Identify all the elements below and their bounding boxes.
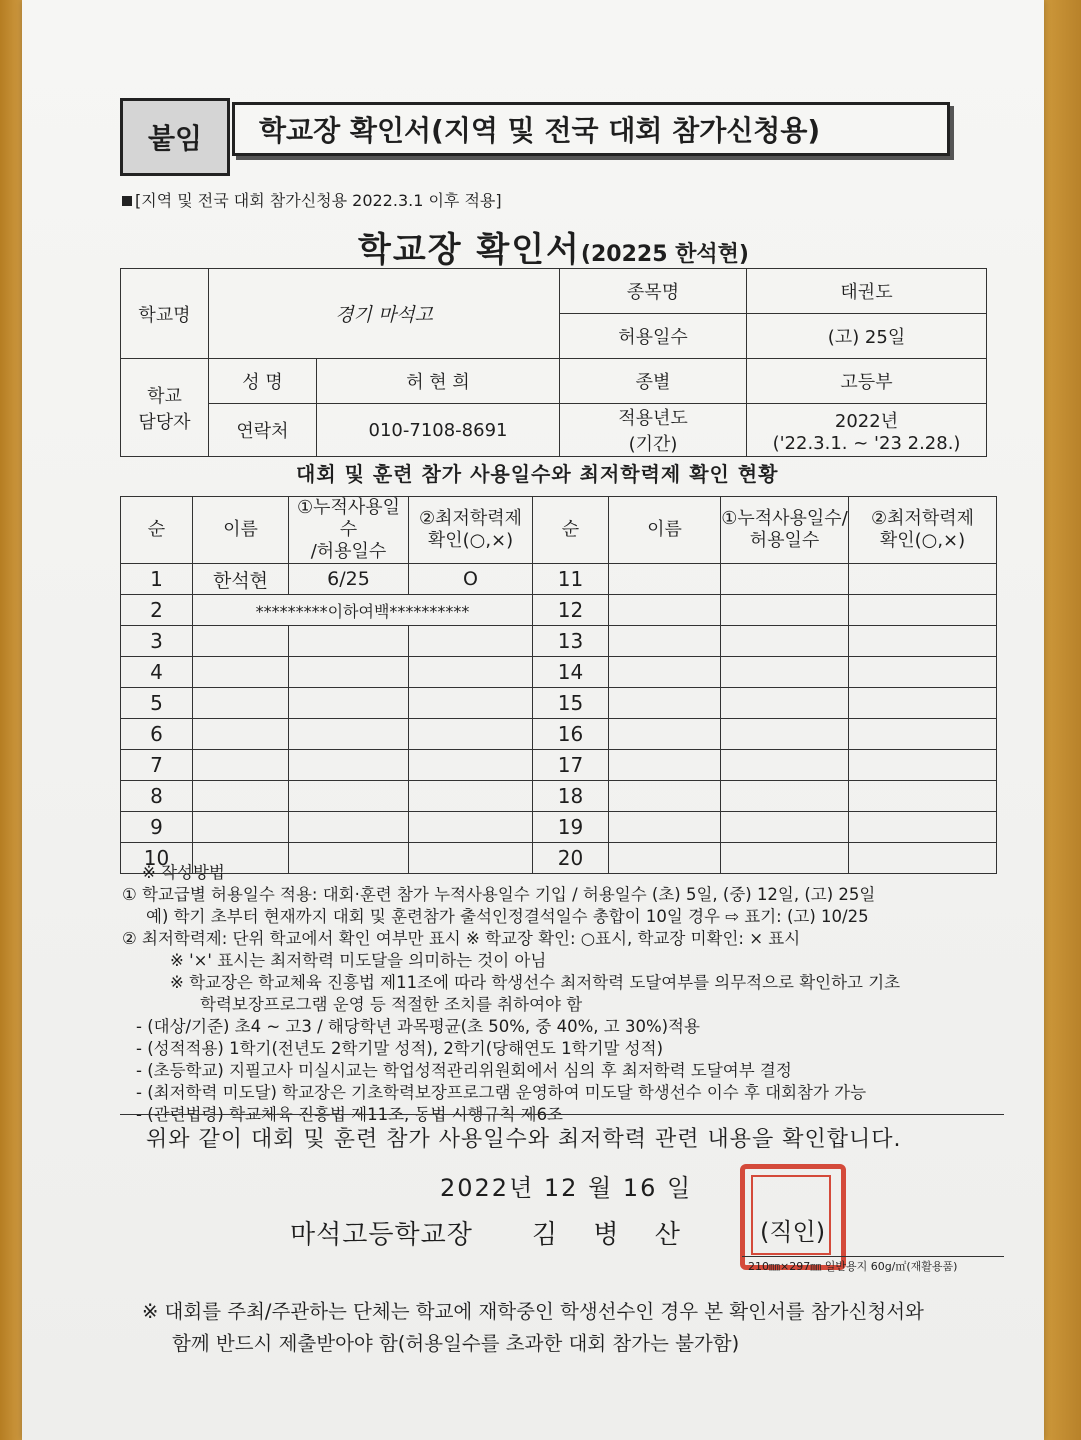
row-number: 3	[121, 626, 193, 657]
roster-row	[121, 564, 997, 595]
header-no: 순	[121, 497, 193, 564]
paper-spec: 210㎜×297㎜ 일반용지 60g/㎡(재활용품)	[748, 1260, 958, 1273]
document-title-suffix: (20225 한석현)	[580, 242, 749, 267]
row-min	[409, 812, 533, 843]
row-days-right	[721, 688, 849, 719]
document-sheet	[22, 0, 1044, 1440]
row-min-right	[849, 719, 997, 750]
row-name-right	[609, 626, 721, 657]
row-min-right	[849, 781, 997, 812]
staff-label-line2: 담당자	[138, 411, 191, 433]
school-name-label: 학교명	[121, 269, 209, 359]
row-number: 6	[121, 719, 193, 750]
row-name-right	[609, 781, 721, 812]
principal-name: 김 병 산	[532, 1220, 694, 1250]
notes-heading: ※ 작성방법	[142, 863, 225, 882]
header-min	[409, 497, 533, 564]
row-min-right	[849, 595, 997, 626]
roster-row	[121, 750, 997, 781]
row-min-right	[849, 750, 997, 781]
instructions-notes	[122, 862, 900, 1126]
section-heading: 대회 및 훈련 참가 사용일수와 최저학력제 확인 현황	[296, 462, 779, 486]
row-min	[409, 688, 533, 719]
allowed-days-value: (고) 25일	[747, 314, 987, 359]
header-days-right-line1: ①누적사용일수/	[721, 508, 848, 529]
row-days-right	[721, 781, 849, 812]
row-days-right	[721, 812, 849, 843]
notes-line: 학력보장프로그램 운영 등 적절한 조치를 취하여야 함	[200, 995, 583, 1014]
header-min-right	[849, 497, 997, 564]
seal-label: (직인)	[760, 1218, 826, 1246]
row-number: 5	[121, 688, 193, 719]
header-days-right-line2: 허용일수	[749, 530, 820, 551]
division-value: 고등부	[747, 359, 987, 404]
row-min	[409, 657, 533, 688]
square-bullet-icon	[122, 196, 132, 206]
contact-value: 010-7108-8691	[317, 404, 560, 457]
row-number: 4	[121, 657, 193, 688]
row-number-right: 18	[533, 781, 609, 812]
roster-header-row	[121, 497, 997, 564]
issue-date: 2022년 12 월 16 일	[440, 1174, 693, 1202]
notes-line: ※ '×' 표시는 최저학력 미도달을 의미하는 것이 아님	[170, 951, 547, 970]
row-days: 6/25	[289, 564, 409, 595]
row-days	[289, 626, 409, 657]
principal-title: 마석고등학교장	[290, 1220, 473, 1250]
row-number-right: 11	[533, 564, 609, 595]
footer-line2: 함께 반드시 제출받아야 함(허용일수를 초과한 대회 참가는 불가함)	[172, 1332, 740, 1355]
header-days	[289, 497, 409, 564]
header-min-line1: ②최저학력제	[418, 508, 523, 529]
roster-row	[121, 626, 997, 657]
divider-line	[120, 1114, 1004, 1115]
year-label	[560, 404, 747, 457]
row-name-right	[609, 688, 721, 719]
divider-line-bottom	[742, 1256, 1004, 1257]
row-number: 2	[121, 595, 193, 626]
document-title-text: 학교장 확인서	[358, 230, 581, 270]
row-min-right	[849, 657, 997, 688]
event-value: 태권도	[747, 269, 987, 314]
row-name-right	[609, 595, 721, 626]
row-days	[289, 719, 409, 750]
staff-name-value: 허 현 희	[317, 359, 560, 404]
row-min: O	[409, 564, 533, 595]
header-min-line2: 확인(○,×)	[427, 530, 514, 551]
row-name	[193, 626, 289, 657]
row-number-right: 20	[533, 843, 609, 874]
row-days-right	[721, 626, 849, 657]
row-min-right	[849, 564, 997, 595]
row-number-right: 14	[533, 657, 609, 688]
year-value	[747, 404, 987, 457]
school-info-table	[120, 268, 987, 457]
row-number: 7	[121, 750, 193, 781]
header-name-right: 이름	[609, 497, 721, 564]
division-label: 종별	[560, 359, 747, 404]
notes-line: - (초등학교) 지필고사 미실시교는 학업성적관리위원회에서 심의 후 최저학력 도달여부 결정	[136, 1061, 792, 1080]
header-days-line1: ①누적사용일수	[296, 497, 401, 540]
header-min-right-line1: ②최저학력제	[870, 508, 975, 529]
year-label-line1: 적용년도	[618, 408, 688, 429]
row-name-right	[609, 812, 721, 843]
roster-row	[121, 812, 997, 843]
row-number-right: 17	[533, 750, 609, 781]
roster-row	[121, 595, 997, 626]
row-days	[289, 781, 409, 812]
row-min-right	[849, 812, 997, 843]
row-days	[289, 812, 409, 843]
year-value-line1: 2022년	[834, 410, 899, 432]
row-min-right	[849, 626, 997, 657]
row-number: 9	[121, 812, 193, 843]
staff-label	[121, 359, 209, 457]
year-label-line2: (기간)	[628, 434, 678, 455]
row-days	[289, 688, 409, 719]
row-name	[193, 688, 289, 719]
row-name	[193, 657, 289, 688]
roster-row	[121, 781, 997, 812]
roster-row	[121, 719, 997, 750]
notes-line: - (성적적용) 1학기(전년도 2학기말 성적), 2학기(당해연도 1학기말 성적)	[136, 1039, 664, 1058]
row-number-right: 16	[533, 719, 609, 750]
notes-line: - (최저학력 미도달) 학교장은 기초학력보장프로그램 운영하여 미도달 학생선수 이수 후 대회참가 가능	[136, 1083, 867, 1102]
school-name-value: 경기 마석고	[209, 269, 560, 359]
row-min	[409, 626, 533, 657]
header-no-right: 순	[533, 497, 609, 564]
footer-line1: ※ 대회를 주최/주관하는 단체는 학교에 재학중인 학생선수인 경우 본 확인서를 참가신청서와	[142, 1300, 924, 1323]
row-days-right	[721, 595, 849, 626]
staff-name-label: 성 명	[209, 359, 317, 404]
row-name-right	[609, 719, 721, 750]
row-days	[289, 657, 409, 688]
row-days	[289, 750, 409, 781]
applicability-note	[122, 188, 502, 211]
row-min	[409, 781, 533, 812]
row-name	[193, 812, 289, 843]
roster-table	[120, 496, 997, 874]
roster-row	[121, 688, 997, 719]
desk-background-right	[1041, 0, 1081, 1440]
row-min-right	[849, 688, 997, 719]
row-name-right	[609, 657, 721, 688]
notes-line: ② 최저학력제: 단위 학교에서 확인 여부만 표시 ※ 학교장 확인: ○표시, 학교장 미확인: × 표시	[122, 929, 801, 948]
footer-notice	[142, 1296, 924, 1360]
notes-line: ※ 학교장은 학교체육 진흥법 제11조에 따라 학생선수 최저학력 도달여부를 의무적으로 확인하고 기초	[170, 973, 901, 992]
header-name: 이름	[193, 497, 289, 564]
header-days-line2: /허용일수	[310, 541, 387, 562]
contact-label: 연락처	[209, 404, 317, 457]
roster-body	[121, 497, 997, 874]
event-label: 종목명	[560, 269, 747, 314]
document-title	[358, 222, 749, 271]
staff-label-line1: 학교	[147, 385, 182, 407]
confirmation-statement: 위와 같이 대회 및 훈련 참가 사용일수와 최저학력 관련 내용을 확인합니다.	[146, 1127, 902, 1152]
header-min-right-line2: 확인(○,×)	[879, 530, 966, 551]
row-name	[193, 719, 289, 750]
row-number-right: 19	[533, 812, 609, 843]
row-number: 10	[121, 843, 193, 874]
row-name	[193, 750, 289, 781]
roster-row	[121, 657, 997, 688]
row-name	[193, 781, 289, 812]
notes-line: 예) 학기 초부터 현재까지 대회 및 훈련참가 출석인정결석일수 총합이 10일 경우 ⇨ 표기: (고) 10/25	[146, 907, 869, 926]
row-min	[409, 719, 533, 750]
row-name: 한석현	[193, 564, 289, 595]
row-name-right	[609, 750, 721, 781]
row-days-right	[721, 750, 849, 781]
row-min	[409, 750, 533, 781]
row-days-right	[721, 564, 849, 595]
attachment-label: 붙임	[120, 98, 230, 176]
row-number-right: 13	[533, 626, 609, 657]
form-title: 학교장 확인서(지역 및 전국 대회 참가신청용)	[232, 102, 950, 156]
allowed-days-label: 허용일수	[560, 314, 747, 359]
row-number-right: 15	[533, 688, 609, 719]
row-days-right	[721, 719, 849, 750]
notes-line: - (관련법령) 학교체육 진흥법 제11조, 동법 시행규칙 제6조	[136, 1105, 563, 1124]
row-number: 1	[121, 564, 193, 595]
notes-line: ① 학교급별 허용일수 적용: 대회·훈련 참가 누적사용일수 기입 / 허용일수 (초) 5일, (중) 12일, (고) 25일	[122, 885, 876, 904]
header-days-right	[721, 497, 849, 564]
blank-marker: *********이하여백**********	[193, 595, 533, 626]
row-days-right	[721, 657, 849, 688]
year-value-line2: ('22.3.1. ~ '23 2.28.)	[772, 432, 961, 454]
applicability-note-text: [지역 및 전국 대회 참가신청용 2022.3.1 이후 적용]	[135, 191, 502, 210]
notes-line: - (대상/기준) 초4 ~ 고3 / 해당학년 과목평균(초 50%, 중 40%, 고 30%)적용	[136, 1017, 700, 1036]
row-number-right: 12	[533, 595, 609, 626]
row-number: 8	[121, 781, 193, 812]
row-name-right	[609, 564, 721, 595]
